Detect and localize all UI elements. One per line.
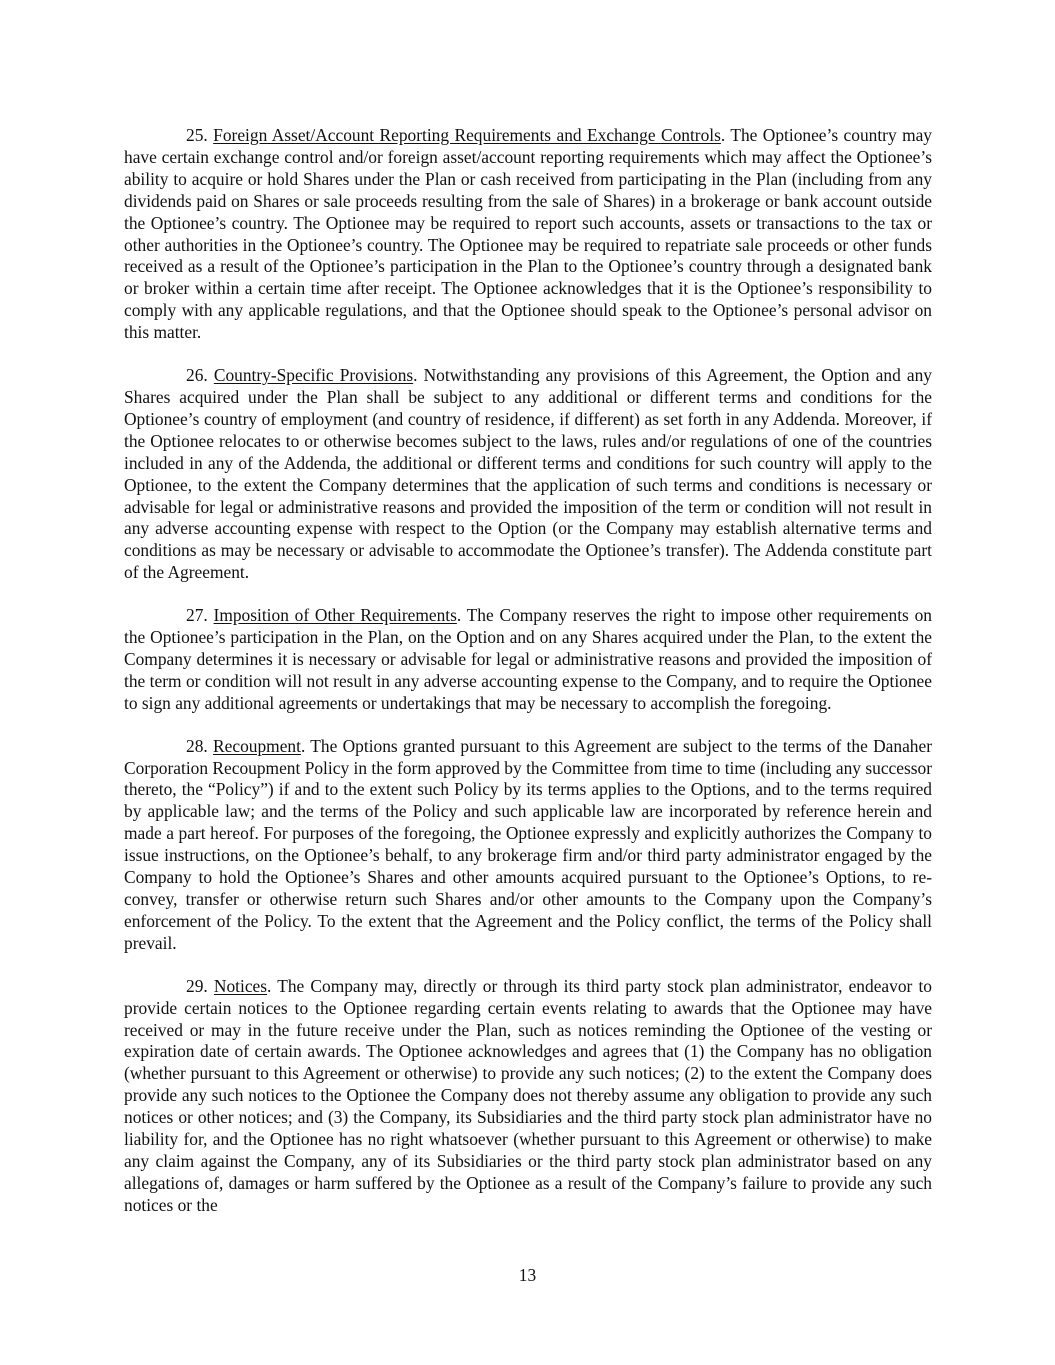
section-body: . The Company may, directly or through its third party stock plan administrator, endeavor to provide certain notices to the Optionee regarding certain events relating to awards that the Optionee may have received or may in the future receive under the Plan, such as notices reminding the Optionee of the vesting or expiration date of certain awards. The Optionee acknowledges and agrees that (1) the Company has no obligation (whether pursuant to this Agreement or otherwise) to provide any such notices; (2) to the extent the Company does provide any such notices to the Optionee the Company does not thereby assume any obligation to provide any such notices or other notices; and (3) the Company, its Subsidiaries and the third party stock plan administrator have no liability for, and the Optionee has no right whatsoever (whether pursuant to this Agreement or otherwise) to make any claim against the Company, any of its Subsidiaries or the third party stock plan administrator based on any allegations of, damages or harm suffered by the Optionee as a result of the Company’s failure to provide any such notices or the (124, 975, 932, 1215)
section-28 (124, 736, 932, 955)
section-number: 26. (186, 365, 208, 386)
section-25 (124, 125, 932, 344)
section-29 (124, 976, 932, 1217)
section-heading: Recoupment (213, 735, 301, 756)
section-26 (124, 365, 932, 584)
section-body: . The Company reserves the right to impose other requirements on the Optionee’s participation in the Plan, on the Option and on any Shares acquired under the Plan, to the extent the Company determines it is necessary or advisable for legal or administrative reasons and provided the imposition of the term or condition will not result in any adverse accounting expense to the Company, and to require the Optionee to sign any additional agreements or undertakings that may be necessary to accomplish the foregoing. (124, 605, 932, 713)
section-heading: Country-Specific Provisions (213, 365, 414, 386)
section-body: . The Optionee’s country may have certain exchange control and/or foreign asset/account reporting requirements which may affect the Optionee’s ability to acquire or hold Shares under the Plan or cash received from participating in the Plan (including from any dividends paid on Shares or sale proceeds resulting from the sale of Shares) in a brokerage or bank account outside the Optionee’s country. The Optionee may be required to report such accounts, assets or transactions to the tax or other authorities in the Optionee’s country. The Optionee may be required to repatriate sale proceeds or other funds received as a result of the Optionee’s participation in the Plan to the Optionee’s country through a designated bank or broker within a certain time after receipt. The Optionee acknowledges that it is the Optionee’s responsibility to comply with any applicable regulations, and that the Optionee should speak to the Optionee’s personal advisor on this matter. (124, 125, 933, 343)
page-number: 13 (518, 1265, 537, 1285)
section-body: . Notwithstanding any provisions of this Agreement, the Option and any Shares acquired under the Plan shall be subject to any additional or different terms and conditions for the Optionee’s country of employment (and country of residence, if different) as set forth in any Addenda. Moreover, if the Optionee relocates to or otherwise becomes subject to the laws, rules and/or regulations of one of the countries included in any of the Addenda, the additional or different terms and conditions for such country will apply to the Optionee, to the extent the Company determines that the application of such terms and conditions is necessary or advisable for legal or administrative reasons and provided the imposition of the term or condition will not result in any adverse accounting expense with respect to the Option (or the Company may establish alternative terms and conditions as may be necessary or advisable to accommodate the Optionee’s transfer). The Addenda constitute part of the Agreement. (124, 365, 932, 583)
section-number: 27. (186, 605, 208, 626)
section-heading: Imposition of Other Requirements (213, 605, 457, 626)
section-number: 25. (186, 125, 208, 145)
document-body (124, 125, 932, 1217)
section-number: 29. (186, 975, 208, 996)
section-heading: Notices (213, 975, 268, 996)
section-heading: Foreign Asset/Account Reporting Requirements and Exchange Controls (213, 125, 721, 145)
section-27 (124, 605, 932, 715)
section-body: . The Options granted pursuant to this Agreement are subject to the terms of the Danaher Corporation Recoupment Policy in the form approved by the Committee from time to time (including any successor thereto, the “Policy”) if and to the extent such Policy by its terms applies to the Options, and to the terms required by applicable law; and the terms of the Policy and such applicable law are incorporated by reference herein and made a part hereof. For purposes of the foregoing, the Optionee expressly and explicitly authorizes the Company to issue instructions, on the Optionee’s behalf, to any brokerage firm and/or third party administrator engaged by the Company to hold the Optionee’s Shares and other amounts acquired pursuant to the Optionee’s Options, to re-convey, transfer or otherwise return such Shares and/or other amounts to the Company upon the Company’s enforcement of the Policy. To the extent that the Agreement and the Policy conflict, the terms of the Policy shall prevail. (124, 735, 932, 953)
section-number: 28. (186, 735, 208, 756)
